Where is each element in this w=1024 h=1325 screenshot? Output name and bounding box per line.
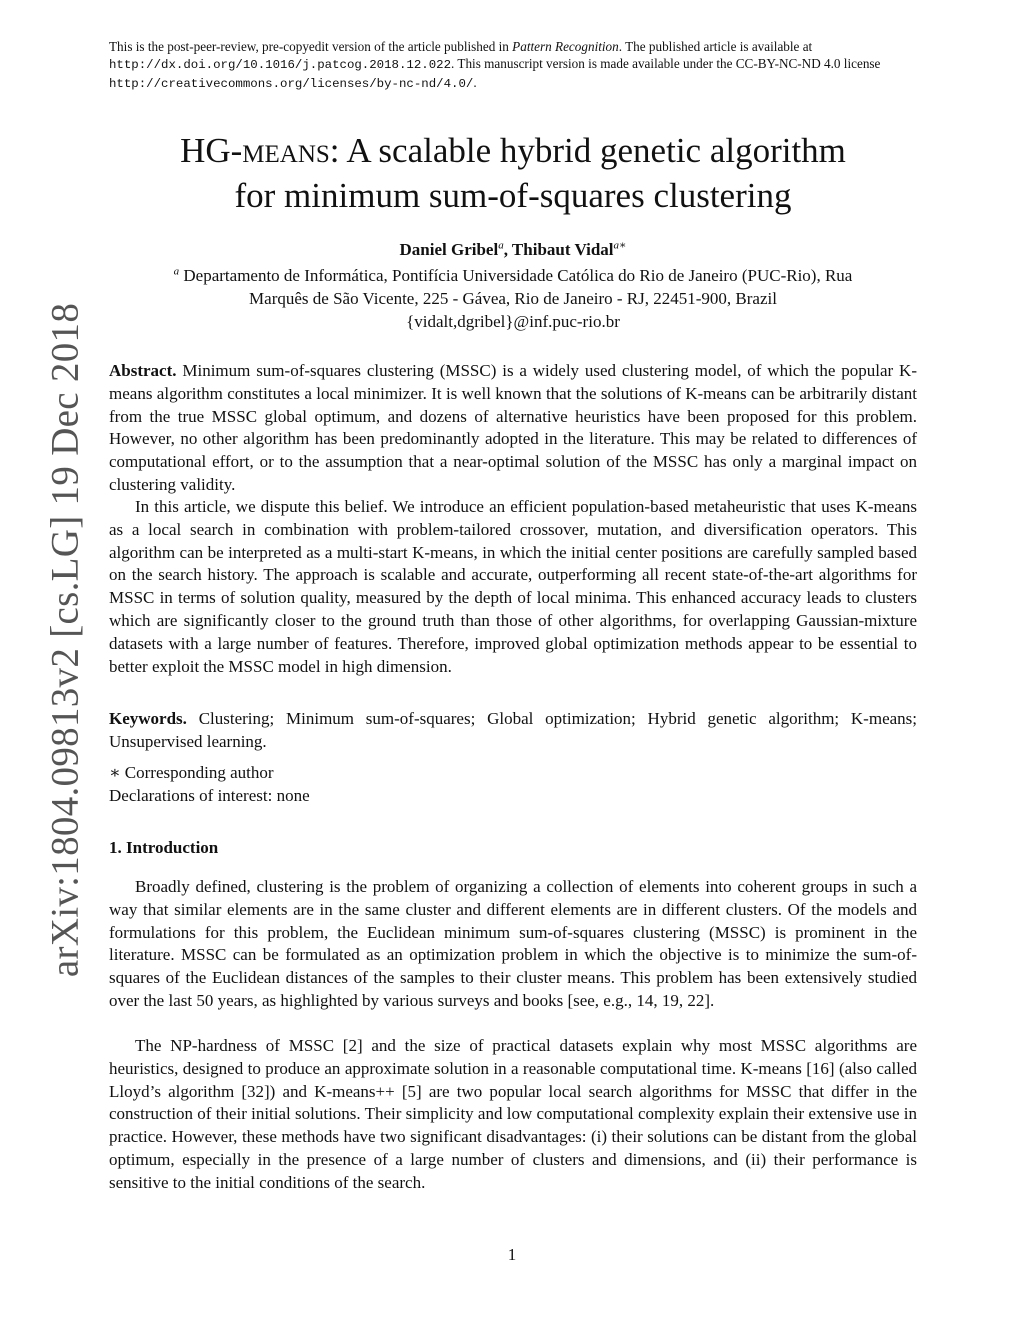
- affiliation-marker: a: [173, 265, 180, 278]
- affiliation-marker: a∗: [613, 239, 627, 252]
- page-number: 1: [507, 1245, 517, 1264]
- publication-note-text: . The published article is available at: [618, 39, 813, 54]
- body-paragraph: The NP-hardness of MSSC [2] and the size of practical datasets explain why most MSSC algorithms are heuristics, designed to produce an approximate solution in a reasonable computational time. K-means [16] (also called Lloyd’s algorithm [32]) and K-means++ [5] are two popular local search algorithms for MSSC that differ in the construction of their initial solutions. Their simplicity and low computational complexity explain their extensive use in practice. However, these methods have two significant disadvantages: (i) their solutions can be distant from the global optimum, especially in the presence of a large number of clusters and dimensions, and (ii) their performance is sensitive to the initial conditions of the search.: [109, 1036, 917, 1192]
- corresponding-author-note: ∗ Corresponding author: [109, 763, 274, 782]
- affiliation-block: [109, 264, 917, 333]
- journal-name: Pattern Recognition: [512, 39, 619, 54]
- method-name: HG-means: [180, 131, 330, 170]
- affiliation-line: Departamento de Informática, Pontifícia Universidade Católica do Rio de Janeiro (PUC-Rio), Rua: [179, 266, 853, 285]
- keywords-paragraph: [109, 708, 917, 754]
- author-name: Thibaut Vidal: [511, 240, 614, 259]
- publication-note-text: . This manuscript version is made available under the CC-BY-NC-ND 4.0 license: [451, 56, 881, 71]
- affiliation-marker: a: [498, 239, 504, 252]
- section-heading: 1. Introduction: [109, 838, 219, 857]
- affiliation-line: Marquês de São Vicente, 225 - Gávea, Rio de Janeiro - RJ, 22451-900, Brazil: [249, 289, 777, 308]
- paper-title: [109, 128, 917, 218]
- keywords-label: Keywords.: [109, 709, 187, 728]
- author-list: [109, 240, 917, 260]
- abstract-text: Minimum sum-of-squares clustering (MSSC) is a widely used clustering model, of which the popular K-means algorithm constitutes a local minimizer. It is well known that the solutions of K-means can be arbitrarily distant from the true MSSC global optimum, and dozens of alternative heuristics have been proposed for this problem. However, no other algorithm has been predominantly adopted in the literature. This may be related to differences of computational effort, or to the assumption that a near-optimal solution of the MSSC has only a marginal impact on clustering validity.: [109, 361, 917, 494]
- keywords-text: Clustering; Minimum sum-of-squares; Global optimization; Hybrid genetic algorithm; K-means; Unsupervised learning.: [109, 709, 917, 751]
- arxiv-identifier-stamp: arXiv:1804.09813v2 [cs.LG] 19 Dec 2018: [43, 302, 87, 978]
- abstract-paragraph: [109, 360, 917, 497]
- title-line-1: : A scalable hybrid genetic algorithm: [329, 131, 846, 170]
- abstract-paragraph: In this article, we dispute this belief. We introduce an efficient population-based metaheuristic that uses K-means as a local search in combination with problem-tailored crossover, mutation, and diversification operators. This algorithm can be interpreted as a multi-start K-means, in which the initial center positions are carefully sampled based on the search history. The approach is scalable and accurate, outperforming all recent state-of-the-art algorithms for MSSC in terms of solution quality, measured by the depth of local minima. This enhanced accuracy leads to clusters which are significantly closer to the ground truth than those of other algorithms, for overlapping Gaussian-mixture datasets with a large number of features. Therefore, improved global optimization methods appear to be essential to better exploit the MSSC model in high dimension.: [109, 497, 917, 676]
- publication-note-text: This is the post-peer-review, pre-copyedit version of the article published in: [109, 39, 513, 54]
- declarations-note: Declarations of interest: none: [109, 786, 310, 805]
- doi-link[interactable]: http://dx.doi.org/10.1016/j.patcog.2018.12.022: [109, 58, 452, 72]
- publication-note: [109, 38, 917, 93]
- author-email[interactable]: {vidalt,dgribel}@inf.puc-rio.br: [406, 312, 620, 331]
- title-line-2: for minimum sum-of-squares clustering: [234, 176, 792, 215]
- author-name: Daniel Gribel: [399, 240, 499, 259]
- abstract-label: Abstract.: [109, 361, 177, 380]
- author-separator: ,: [503, 240, 512, 259]
- publication-note-text: .: [473, 75, 477, 90]
- body-paragraph: Broadly defined, clustering is the problem of organizing a collection of elements into coherent groups in such a way that similar elements are in the same cluster and different elements are in different clusters. Of the models and formulations for this problem, the Euclidean minimum sum-of-squares clustering (MSSC) is prominent in the literature. MSSC can be formulated as an optimization problem in which the objective is to minimize the sum-of-squares of the Euclidean distances of the samples to their cluster means. This problem has been extensively studied over the last 50 years, as highlighted by various surveys and books [see, e.g., 14, 19, 22].: [109, 877, 917, 1010]
- license-link[interactable]: http://creativecommons.org/licenses/by-nc-nd/4.0/: [109, 77, 474, 91]
